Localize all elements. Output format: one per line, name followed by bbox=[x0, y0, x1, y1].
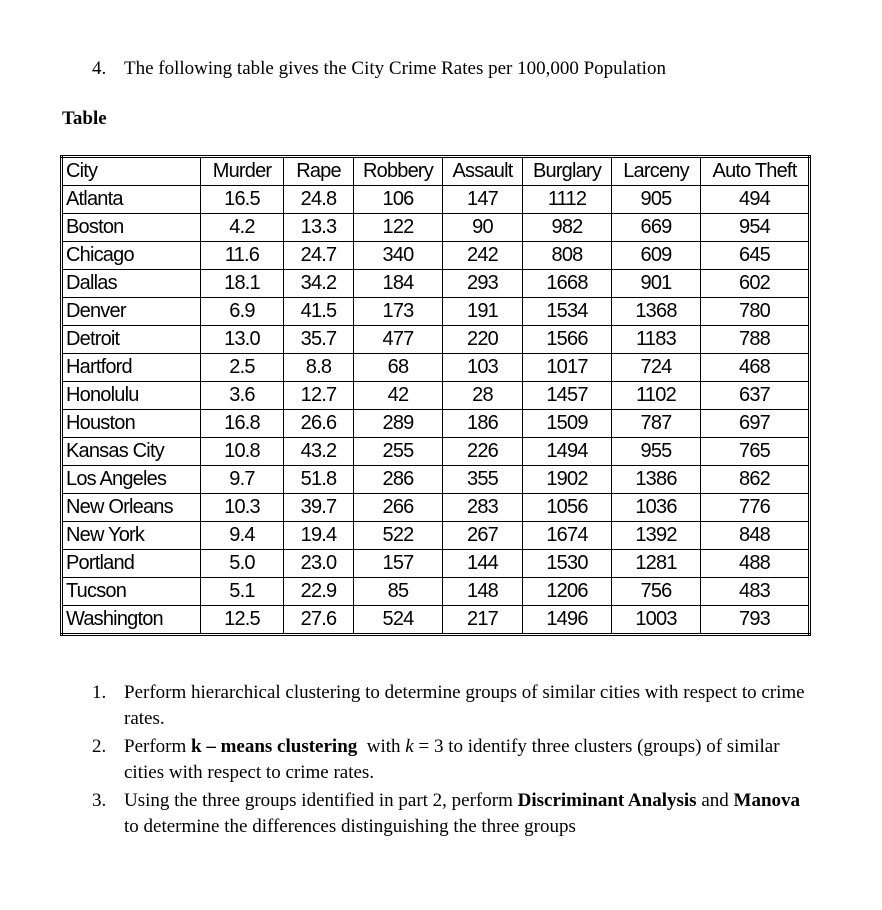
task-text-post: = 3 to identify three clusters (groups) of similar cities with respect to crime rates. bbox=[124, 736, 780, 783]
header-auto-theft: Auto Theft bbox=[701, 157, 810, 186]
table-row bbox=[62, 606, 810, 635]
cell-larceny: 1386 bbox=[612, 466, 701, 494]
cell-auto-theft: 645 bbox=[701, 242, 810, 270]
cell-city: Detroit bbox=[62, 326, 201, 354]
cell-robbery: 157 bbox=[354, 550, 443, 578]
cell-assault: 242 bbox=[443, 242, 523, 270]
cell-city: Houston bbox=[62, 410, 201, 438]
cell-larceny: 756 bbox=[612, 578, 701, 606]
cell-larceny: 905 bbox=[612, 186, 701, 214]
cell-auto-theft: 697 bbox=[701, 410, 810, 438]
cell-murder: 3.6 bbox=[201, 382, 284, 410]
cell-robbery: 85 bbox=[354, 578, 443, 606]
table-row bbox=[62, 270, 810, 298]
cell-larceny: 1183 bbox=[612, 326, 701, 354]
table-row bbox=[62, 578, 810, 606]
cell-city: Washington bbox=[62, 606, 201, 635]
cell-rape: 39.7 bbox=[284, 494, 354, 522]
cell-city: Kansas City bbox=[62, 438, 201, 466]
cell-murder: 2.5 bbox=[201, 354, 284, 382]
cell-city: Hartford bbox=[62, 354, 201, 382]
cell-assault: 90 bbox=[443, 214, 523, 242]
task-emphasis: k – means clustering bbox=[191, 736, 358, 757]
cell-city: Tucson bbox=[62, 578, 201, 606]
cell-burglary: 1112 bbox=[523, 186, 612, 214]
cell-burglary: 1494 bbox=[523, 438, 612, 466]
task-emphasis: Discriminant Analysis bbox=[517, 790, 697, 811]
header-assault: Assault bbox=[443, 157, 523, 186]
cell-larceny: 724 bbox=[612, 354, 701, 382]
cell-robbery: 286 bbox=[354, 466, 443, 494]
cell-burglary: 1496 bbox=[523, 606, 612, 635]
cell-robbery: 524 bbox=[354, 606, 443, 635]
task-text-pre: Perform bbox=[124, 736, 192, 757]
cell-rape: 43.2 bbox=[284, 438, 354, 466]
task-list bbox=[92, 680, 812, 842]
table-header-row bbox=[62, 157, 810, 186]
cell-burglary: 1668 bbox=[523, 270, 612, 298]
table-row bbox=[62, 466, 810, 494]
cell-rape: 22.9 bbox=[284, 578, 354, 606]
cell-murder: 9.7 bbox=[201, 466, 284, 494]
cell-robbery: 122 bbox=[354, 214, 443, 242]
cell-robbery: 42 bbox=[354, 382, 443, 410]
cell-robbery: 266 bbox=[354, 494, 443, 522]
task-marker: 1. bbox=[92, 682, 107, 703]
task-text-post: to determine the differences distinguishing the three groups bbox=[124, 816, 576, 837]
cell-city: Honolulu bbox=[62, 382, 201, 410]
cell-auto-theft: 780 bbox=[701, 298, 810, 326]
cell-burglary: 982 bbox=[523, 214, 612, 242]
cell-larceny: 1036 bbox=[612, 494, 701, 522]
cell-assault: 103 bbox=[443, 354, 523, 382]
cell-murder: 18.1 bbox=[201, 270, 284, 298]
crime-rates-table bbox=[60, 155, 811, 636]
table-row bbox=[62, 298, 810, 326]
cell-rape: 13.3 bbox=[284, 214, 354, 242]
table-row bbox=[62, 186, 810, 214]
cell-robbery: 477 bbox=[354, 326, 443, 354]
cell-robbery: 522 bbox=[354, 522, 443, 550]
cell-robbery: 184 bbox=[354, 270, 443, 298]
cell-auto-theft: 637 bbox=[701, 382, 810, 410]
cell-rape: 51.8 bbox=[284, 466, 354, 494]
cell-larceny: 901 bbox=[612, 270, 701, 298]
cell-city: Los Angeles bbox=[62, 466, 201, 494]
cell-larceny: 1102 bbox=[612, 382, 701, 410]
task-emphasis: Manova bbox=[733, 790, 801, 811]
table-row bbox=[62, 326, 810, 354]
cell-murder: 10.3 bbox=[201, 494, 284, 522]
cell-rape: 19.4 bbox=[284, 522, 354, 550]
header-murder: Murder bbox=[201, 157, 284, 186]
cell-murder: 11.6 bbox=[201, 242, 284, 270]
cell-assault: 28 bbox=[443, 382, 523, 410]
table-row bbox=[62, 354, 810, 382]
cell-burglary: 1534 bbox=[523, 298, 612, 326]
cell-rape: 27.6 bbox=[284, 606, 354, 635]
cell-burglary: 1017 bbox=[523, 354, 612, 382]
cell-burglary: 1206 bbox=[523, 578, 612, 606]
cell-city: Chicago bbox=[62, 242, 201, 270]
task-marker: 3. bbox=[92, 790, 107, 811]
table-row bbox=[62, 522, 810, 550]
cell-burglary: 1530 bbox=[523, 550, 612, 578]
cell-larceny: 1281 bbox=[612, 550, 701, 578]
cell-larceny: 669 bbox=[612, 214, 701, 242]
cell-murder: 5.1 bbox=[201, 578, 284, 606]
cell-city: New York bbox=[62, 522, 201, 550]
cell-auto-theft: 602 bbox=[701, 270, 810, 298]
cell-auto-theft: 862 bbox=[701, 466, 810, 494]
cell-burglary: 1902 bbox=[523, 466, 612, 494]
cell-city: New Orleans bbox=[62, 494, 201, 522]
question-text: The following table gives the City Crime Rates per 100,000 Population bbox=[124, 58, 666, 79]
cell-assault: 217 bbox=[443, 606, 523, 635]
task-text-pre: Using the three groups identified in part 2, perform bbox=[124, 790, 518, 811]
task-text-mid: and bbox=[696, 790, 734, 811]
cell-rape: 26.6 bbox=[284, 410, 354, 438]
cell-rape: 41.5 bbox=[284, 298, 354, 326]
cell-assault: 186 bbox=[443, 410, 523, 438]
cell-auto-theft: 765 bbox=[701, 438, 810, 466]
cell-rape: 24.8 bbox=[284, 186, 354, 214]
cell-murder: 6.9 bbox=[201, 298, 284, 326]
cell-burglary: 1457 bbox=[523, 382, 612, 410]
cell-robbery: 106 bbox=[354, 186, 443, 214]
table-row bbox=[62, 410, 810, 438]
cell-burglary: 1674 bbox=[523, 522, 612, 550]
table-row bbox=[62, 382, 810, 410]
cell-rape: 35.7 bbox=[284, 326, 354, 354]
cell-auto-theft: 468 bbox=[701, 354, 810, 382]
cell-assault: 226 bbox=[443, 438, 523, 466]
cell-rape: 23.0 bbox=[284, 550, 354, 578]
task-item-2 bbox=[92, 734, 812, 786]
cell-assault: 293 bbox=[443, 270, 523, 298]
header-larceny: Larceny bbox=[612, 157, 701, 186]
cell-auto-theft: 788 bbox=[701, 326, 810, 354]
table-row bbox=[62, 438, 810, 466]
header-city: City bbox=[62, 157, 201, 186]
cell-auto-theft: 954 bbox=[701, 214, 810, 242]
cell-auto-theft: 483 bbox=[701, 578, 810, 606]
table-row bbox=[62, 242, 810, 270]
cell-larceny: 787 bbox=[612, 410, 701, 438]
task-item-1 bbox=[92, 680, 812, 732]
cell-burglary: 1509 bbox=[523, 410, 612, 438]
cell-city: Denver bbox=[62, 298, 201, 326]
cell-assault: 144 bbox=[443, 550, 523, 578]
cell-murder: 4.2 bbox=[201, 214, 284, 242]
header-burglary: Burglary bbox=[523, 157, 612, 186]
task-item-3 bbox=[92, 788, 812, 840]
cell-robbery: 173 bbox=[354, 298, 443, 326]
cell-burglary: 808 bbox=[523, 242, 612, 270]
header-rape: Rape bbox=[284, 157, 354, 186]
cell-assault: 283 bbox=[443, 494, 523, 522]
cell-city: Atlanta bbox=[62, 186, 201, 214]
cell-assault: 147 bbox=[443, 186, 523, 214]
cell-rape: 34.2 bbox=[284, 270, 354, 298]
cell-larceny: 609 bbox=[612, 242, 701, 270]
table-caption: Table bbox=[62, 108, 107, 129]
table-row bbox=[62, 550, 810, 578]
cell-rape: 8.8 bbox=[284, 354, 354, 382]
task-text-mid: with bbox=[357, 736, 406, 757]
cell-robbery: 340 bbox=[354, 242, 443, 270]
task-text: Perform hierarchical clustering to determine groups of similar cities with respect to crime rates. bbox=[124, 682, 805, 729]
cell-robbery: 289 bbox=[354, 410, 443, 438]
table-row bbox=[62, 494, 810, 522]
cell-murder: 13.0 bbox=[201, 326, 284, 354]
cell-city: Boston bbox=[62, 214, 201, 242]
cell-murder: 12.5 bbox=[201, 606, 284, 635]
cell-city: Dallas bbox=[62, 270, 201, 298]
cell-burglary: 1056 bbox=[523, 494, 612, 522]
cell-burglary: 1566 bbox=[523, 326, 612, 354]
cell-murder: 5.0 bbox=[201, 550, 284, 578]
cell-robbery: 255 bbox=[354, 438, 443, 466]
cell-murder: 16.8 bbox=[201, 410, 284, 438]
cell-assault: 220 bbox=[443, 326, 523, 354]
cell-assault: 355 bbox=[443, 466, 523, 494]
cell-larceny: 1003 bbox=[612, 606, 701, 635]
cell-auto-theft: 793 bbox=[701, 606, 810, 635]
task-marker: 2. bbox=[92, 736, 107, 757]
table-row bbox=[62, 214, 810, 242]
cell-assault: 267 bbox=[443, 522, 523, 550]
header-robbery: Robbery bbox=[354, 157, 443, 186]
cell-city: Portland bbox=[62, 550, 201, 578]
cell-larceny: 955 bbox=[612, 438, 701, 466]
task-variable: k bbox=[405, 736, 414, 757]
cell-rape: 12.7 bbox=[284, 382, 354, 410]
cell-auto-theft: 776 bbox=[701, 494, 810, 522]
cell-assault: 191 bbox=[443, 298, 523, 326]
question-heading bbox=[92, 58, 666, 80]
cell-assault: 148 bbox=[443, 578, 523, 606]
question-number: 4. bbox=[92, 58, 107, 79]
cell-robbery: 68 bbox=[354, 354, 443, 382]
cell-murder: 16.5 bbox=[201, 186, 284, 214]
cell-rape: 24.7 bbox=[284, 242, 354, 270]
cell-larceny: 1392 bbox=[612, 522, 701, 550]
cell-murder: 9.4 bbox=[201, 522, 284, 550]
cell-auto-theft: 848 bbox=[701, 522, 810, 550]
cell-murder: 10.8 bbox=[201, 438, 284, 466]
cell-auto-theft: 494 bbox=[701, 186, 810, 214]
cell-auto-theft: 488 bbox=[701, 550, 810, 578]
cell-larceny: 1368 bbox=[612, 298, 701, 326]
